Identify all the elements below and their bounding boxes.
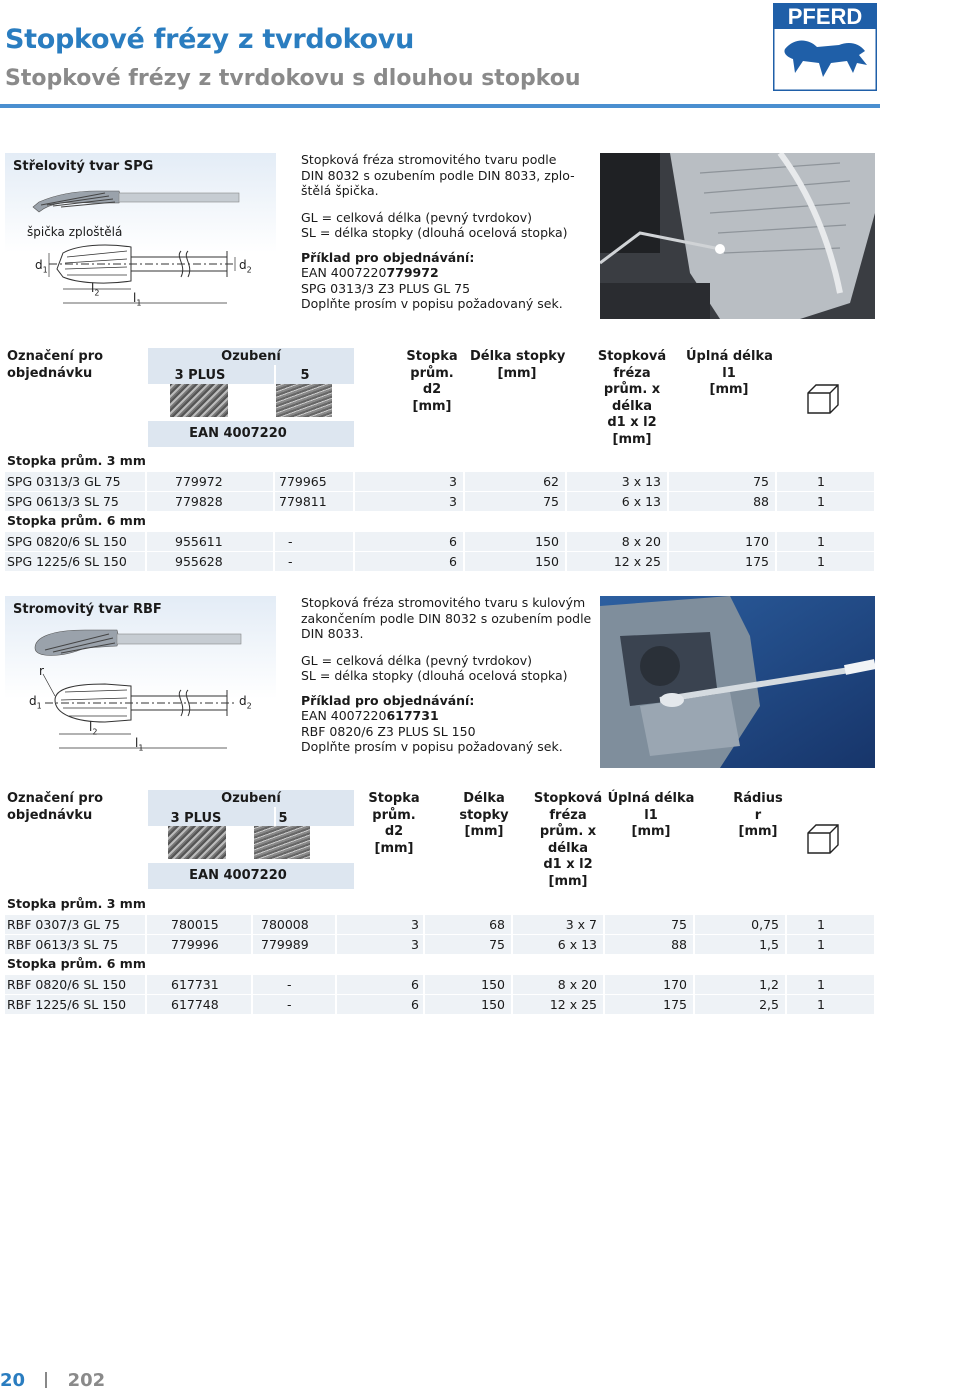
spg-h-stopka: Stopka prům. d2 [mm] <box>406 349 458 414</box>
spg-tip-label: špička zploštělá <box>27 225 123 239</box>
rbf-h-freza: Stopková fréza prům. x délka d1 x l2 [mm] <box>533 791 603 889</box>
spg-order-ean: EAN 4007220779972 <box>301 265 439 280</box>
spg-h-order: Označení pro objednávku <box>7 349 104 381</box>
rbf-h-delka: Délka stopky [mm] <box>459 791 509 839</box>
rbf-sl-note: SL = délka stopky (dlouhá ocelová stopka) <box>301 668 568 683</box>
spg-h-ean: EAN 4007220 <box>189 426 287 441</box>
rbf-h-5: 5 <box>278 811 288 826</box>
spg-description: Stopková fréza stromovitého tvaru podle DIN 8032 s ozubením podle DIN 8033, zplo- štělá špička. GL = celková délka (pevný tvrdokov) SL = délka stopky (dlouhá ocelová stopka) Příklad pro objednávání: EAN 4007220779972 SPG 0313/3 Z3 PLUS GL 75 Doplňte prosím v popisu požadovaný sek. <box>301 152 575 311</box>
table-row: SPG 0313/3 GL 75 779972 779965 3 62 3 x 13 75 1 <box>5 472 874 491</box>
page-subtitle: Stopkové frézy z tvrdokovu s dlouhou stopkou <box>5 66 581 91</box>
spg-gl-note: GL = celková délka (pevný tvrdokov) <box>301 209 533 225</box>
rbf-h-3plus: 3 PLUS <box>170 811 222 826</box>
spg-diagram-panel <box>5 153 276 319</box>
page-number: 20 202 <box>0 1370 106 1391</box>
spg-group-3mm: Stopka prům. 3 mm <box>7 453 146 468</box>
spg-h-5: 5 <box>300 368 310 383</box>
spg-3plus-cut-icon <box>170 384 228 417</box>
spg-application-photo <box>600 153 875 319</box>
header-rule <box>0 104 880 108</box>
spg-order-item: SPG 0313/3 Z3 PLUS GL 75 <box>301 280 471 296</box>
svg-text:PFERD: PFERD <box>787 4 863 29</box>
rbf-description: Stopková fréza stromovitého tvaru s kulovým zakončením podle DIN 8032 s ozubením podle DIN 8033. GL = celková délka (pevný tvrdokov) SL = délka stopky (dlouhá ocelová stopka) Příklad pro objednávání: EAN 4007220617731 RBF 0820/6 Z3 PLUS SL 150 Doplňte prosím v popisu požadovaný sek. <box>301 595 592 754</box>
spg-d2-label: $d_2$ <box>239 258 252 275</box>
rbf-order-item: RBF 0820/6 Z3 PLUS SL 150 <box>301 723 476 739</box>
spg-h-ozubeni: Ozubení <box>221 349 281 364</box>
table-row: SPG 0613/3 SL 75 779828 779811 3 75 6 x 13 88 1 <box>5 492 874 511</box>
table-row: RBF 0820/6 SL 150 617731 - 6 150 8 x 20 170 1,2 1 <box>5 975 874 994</box>
table-row: RBF 0613/3 SL 75 779996 779989 3 75 6 x 13 88 1,5 1 <box>5 935 874 954</box>
rbf-l2-label: $l_2$ <box>89 720 98 737</box>
spg-h-3plus: 3 PLUS <box>174 368 226 383</box>
rbf-d2-label: $d_2$ <box>239 694 252 711</box>
rbf-group-3mm: Stopka prům. 3 mm <box>7 896 146 911</box>
spg-h-delka: Délka stopky [mm] <box>470 349 566 381</box>
rbf-h-ozubeni: Ozubení <box>221 791 281 806</box>
spg-d1-label: $d_1$ <box>35 258 48 275</box>
spg-package-icon <box>806 383 840 415</box>
rbf-diagram-panel <box>5 596 276 768</box>
spg-panel-title: Střelovitý tvar SPG <box>13 159 154 174</box>
pferd-logo <box>773 3 877 91</box>
rbf-group-6mm: Stopka prům. 6 mm <box>7 956 146 971</box>
rbf-application-photo <box>600 596 875 768</box>
spg-sl-note: SL = délka stopky (dlouhá ocelová stopka) <box>301 225 568 240</box>
rbf-h-radius: Rádius r [mm] <box>733 791 783 839</box>
rbf-panel-title: Stromovitý tvar RBF <box>13 602 162 617</box>
spg-h-freza: Stopková fréza prům. x délka d1 x l2 [mm] <box>597 349 667 447</box>
table-row: SPG 1225/6 SL 150 955628 - 6 150 12 x 25 175 1 <box>5 552 874 571</box>
rbf-h-uplna: Úplná délka l1 [mm] <box>607 791 695 839</box>
table-row: RBF 1225/6 SL 150 617748 - 6 150 12 x 25 175 2,5 1 <box>5 995 874 1014</box>
spg-group-6mm: Stopka prům. 6 mm <box>7 513 146 528</box>
rbf-l1-label: $l_1$ <box>135 736 144 753</box>
page-title: Stopkové frézy z tvrdokovu <box>5 24 415 55</box>
spg-5-cut-icon <box>276 384 332 417</box>
rbf-gl-note: GL = celková délka (pevný tvrdokov) <box>301 652 533 668</box>
rbf-order-note: Doplňte prosím v popisu požadovaný sek. <box>301 739 563 754</box>
rbf-r-label: r <box>39 664 44 678</box>
rbf-h-ean: EAN 4007220 <box>189 868 287 883</box>
spg-l1-label: $l_1$ <box>133 291 142 308</box>
spg-order-label: Příklad pro objednávání: <box>301 249 475 265</box>
rbf-h-stopka: Stopka prům. d2 [mm] <box>368 791 420 856</box>
rbf-3plus-cut-icon <box>168 826 226 859</box>
rbf-d1-label: $d_1$ <box>29 694 42 711</box>
spg-h-uplna: Úplná délka l1 [mm] <box>686 349 773 397</box>
table-row: SPG 0820/6 SL 150 955611 - 6 150 8 x 20 170 1 <box>5 532 874 551</box>
rbf-5-cut-icon <box>254 826 310 859</box>
rbf-h-order: Označení pro objednávku <box>7 791 104 823</box>
rbf-order-label: Příklad pro objednávání: <box>301 692 475 708</box>
spg-l2-label: $l_2$ <box>91 281 100 298</box>
rbf-package-icon <box>806 823 840 855</box>
table-row: RBF 0307/3 GL 75 780015 780008 3 68 3 x 7 75 0,75 1 <box>5 915 874 934</box>
rbf-order-ean: EAN 4007220617731 <box>301 708 439 723</box>
spg-order-note: Doplňte prosím v popisu požadovaný sek. <box>301 296 563 311</box>
